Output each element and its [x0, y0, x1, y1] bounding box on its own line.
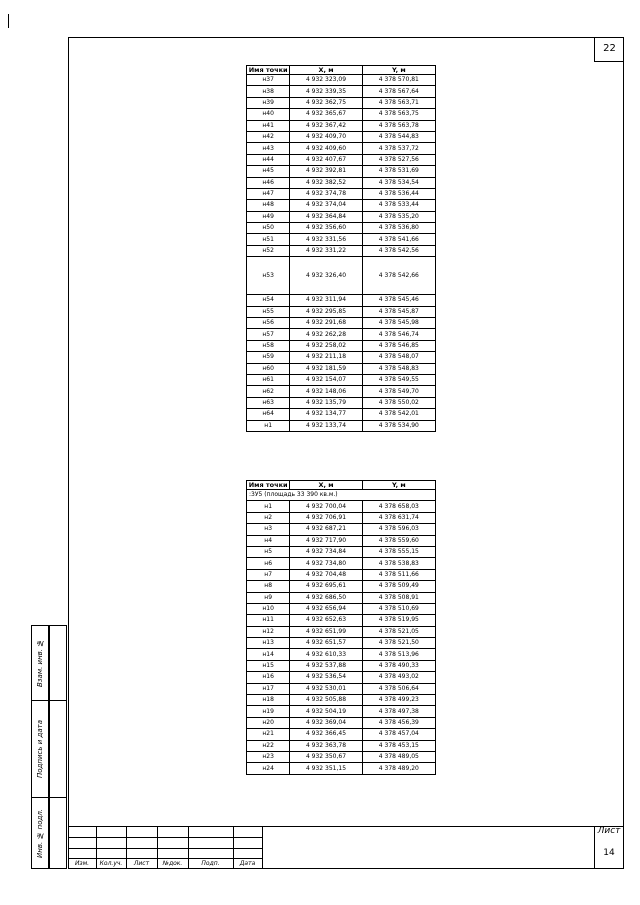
point-name-cell: н20 — [247, 717, 290, 728]
table-row — [247, 683, 436, 694]
table-row — [247, 166, 436, 177]
x-coordinate-cell: 4 932 364,84 — [290, 211, 362, 222]
table-row — [247, 306, 436, 317]
sheet-number: 14 — [603, 848, 615, 858]
point-name-cell: н57 — [247, 329, 290, 340]
table-row — [247, 234, 436, 245]
point-name-cell: н6 — [247, 558, 290, 569]
table-row — [247, 374, 436, 385]
x-coordinate-cell: 4 932 148,06 — [290, 386, 362, 397]
y-coordinate-cell: 4 378 563,71 — [362, 97, 435, 108]
title-col-count: Кол.уч. — [99, 860, 123, 867]
x-coordinate-cell: 4 932 706,91 — [290, 512, 362, 523]
table-row — [247, 143, 436, 154]
x-coordinate-cell: 4 932 311,94 — [290, 295, 362, 306]
x-coordinate-cell: 4 932 181,59 — [290, 363, 362, 374]
x-coordinate-cell: 4 932 610,33 — [290, 649, 362, 660]
table-row — [247, 558, 436, 569]
point-name-cell: н12 — [247, 626, 290, 637]
title-block — [68, 826, 624, 869]
table-body — [247, 75, 436, 432]
table-row — [247, 740, 436, 751]
point-name-cell: н2 — [247, 512, 290, 523]
y-coordinate-cell: 4 378 567,64 — [362, 86, 435, 97]
sheet-label: Лист — [597, 826, 621, 836]
table-row — [247, 615, 436, 626]
y-coordinate-cell: 4 378 508,91 — [362, 592, 435, 603]
table-row — [247, 409, 436, 420]
point-name-cell: н45 — [247, 166, 290, 177]
y-coordinate-cell: 4 378 559,60 — [362, 535, 435, 546]
point-name-cell: н17 — [247, 683, 290, 694]
x-coordinate-cell: 4 932 356,60 — [290, 223, 362, 234]
table-row — [247, 751, 436, 762]
table-row — [247, 592, 436, 603]
y-coordinate-cell: 4 378 538,83 — [362, 558, 435, 569]
x-coordinate-cell: 4 932 258,02 — [290, 340, 362, 351]
point-name-cell: н55 — [247, 306, 290, 317]
point-name-cell: н14 — [247, 649, 290, 660]
point-name-cell: н5 — [247, 546, 290, 557]
table-row — [247, 660, 436, 671]
table-row — [247, 672, 436, 683]
table-row — [247, 188, 436, 199]
x-coordinate-cell: 4 932 392,81 — [290, 166, 362, 177]
y-coordinate-cell: 4 378 658,03 — [362, 501, 435, 512]
x-coordinate-cell: 4 932 700,04 — [290, 501, 362, 512]
table-row — [247, 329, 436, 340]
x-coordinate-cell: 4 932 362,75 — [290, 97, 362, 108]
y-coordinate-cell: 4 378 489,05 — [362, 751, 435, 762]
x-coordinate-cell: 4 932 331,22 — [290, 245, 362, 256]
table-row — [247, 717, 436, 728]
x-coordinate-cell: 4 932 651,57 — [290, 638, 362, 649]
side-stamp-value-column — [49, 625, 67, 869]
point-name-cell: н16 — [247, 672, 290, 683]
side-label-replacement-inv: Взам. инв. № — [36, 638, 44, 688]
x-coordinate-cell: 4 932 133,74 — [290, 420, 362, 431]
divider — [68, 826, 624, 827]
point-name-cell: н40 — [247, 109, 290, 120]
point-name-cell: н43 — [247, 143, 290, 154]
point-name-cell: н1 — [247, 420, 290, 431]
table-row — [247, 245, 436, 256]
table-row — [247, 131, 436, 142]
point-name-cell: н52 — [247, 245, 290, 256]
table-row — [247, 626, 436, 637]
y-coordinate-cell: 4 378 535,20 — [362, 211, 435, 222]
point-name-cell: н54 — [247, 295, 290, 306]
header-x: X, м — [290, 66, 362, 75]
coordinates-table-1 — [246, 65, 436, 432]
x-coordinate-cell: 4 932 262,28 — [290, 329, 362, 340]
divider — [31, 700, 67, 701]
x-coordinate-cell: 4 932 366,45 — [290, 729, 362, 740]
point-name-cell: н23 — [247, 751, 290, 762]
x-coordinate-cell: 4 932 135,79 — [290, 397, 362, 408]
y-coordinate-cell: 4 378 490,33 — [362, 660, 435, 671]
header-point-name: Имя точки — [247, 66, 290, 75]
x-coordinate-cell: 4 932 291,68 — [290, 318, 362, 329]
point-name-cell: н64 — [247, 409, 290, 420]
table-row — [247, 501, 436, 512]
y-coordinate-cell: 4 378 521,05 — [362, 626, 435, 637]
point-name-cell: н50 — [247, 223, 290, 234]
table-row — [247, 581, 436, 592]
point-name-cell: н56 — [247, 318, 290, 329]
x-coordinate-cell: 4 932 365,67 — [290, 109, 362, 120]
page-number: 22 — [594, 37, 624, 62]
point-name-cell: н22 — [247, 740, 290, 751]
table-row — [247, 75, 436, 86]
x-coordinate-cell: 4 932 409,60 — [290, 143, 362, 154]
x-coordinate-cell: 4 932 409,70 — [290, 131, 362, 142]
x-coordinate-cell: 4 932 369,04 — [290, 717, 362, 728]
y-coordinate-cell: 4 378 537,72 — [362, 143, 435, 154]
point-name-cell: н44 — [247, 154, 290, 165]
divider — [31, 797, 67, 798]
point-name-cell: н59 — [247, 352, 290, 363]
point-name-cell: н8 — [247, 581, 290, 592]
point-name-cell: н46 — [247, 177, 290, 188]
point-name-cell: н39 — [247, 97, 290, 108]
x-coordinate-cell: 4 932 704,48 — [290, 569, 362, 580]
point-name-cell: н49 — [247, 211, 290, 222]
table-header-row — [247, 481, 436, 490]
table-row — [247, 603, 436, 614]
table-row — [247, 386, 436, 397]
y-coordinate-cell: 4 378 542,56 — [362, 245, 435, 256]
header-y: Y, м — [362, 66, 435, 75]
y-coordinate-cell: 4 378 544,83 — [362, 131, 435, 142]
y-coordinate-cell: 4 378 548,83 — [362, 363, 435, 374]
table-row — [247, 154, 436, 165]
point-name-cell: н41 — [247, 120, 290, 131]
x-coordinate-cell: 4 932 351,15 — [290, 763, 362, 774]
title-col-date: Дата — [239, 860, 256, 867]
table-row — [247, 512, 436, 523]
y-coordinate-cell: 4 378 545,98 — [362, 318, 435, 329]
y-coordinate-cell: 4 378 542,66 — [362, 257, 435, 295]
x-coordinate-cell: 4 932 350,67 — [290, 751, 362, 762]
point-name-cell: н9 — [247, 592, 290, 603]
table-row — [247, 97, 436, 108]
table-row — [247, 295, 436, 306]
point-name-cell: н10 — [247, 603, 290, 614]
y-coordinate-cell: 4 378 549,55 — [362, 374, 435, 385]
y-coordinate-cell: 4 378 519,95 — [362, 615, 435, 626]
table-row — [247, 695, 436, 706]
point-name-cell: н47 — [247, 188, 290, 199]
x-coordinate-cell: 4 932 687,21 — [290, 524, 362, 535]
y-coordinate-cell: 4 378 545,46 — [362, 295, 435, 306]
table-row — [247, 109, 436, 120]
y-coordinate-cell: 4 378 545,87 — [362, 306, 435, 317]
y-coordinate-cell: 4 378 456,39 — [362, 717, 435, 728]
point-name-cell: н60 — [247, 363, 290, 374]
y-coordinate-cell: 4 378 493,02 — [362, 672, 435, 683]
point-name-cell: н18 — [247, 695, 290, 706]
point-name-cell: н19 — [247, 706, 290, 717]
side-label-signature-date: Подпись и дата — [36, 720, 44, 778]
y-coordinate-cell: 4 378 506,64 — [362, 683, 435, 694]
x-coordinate-cell: 4 932 734,80 — [290, 558, 362, 569]
table-body — [247, 501, 436, 774]
table-row — [247, 340, 436, 351]
x-coordinate-cell: 4 932 530,01 — [290, 683, 362, 694]
point-name-cell: н63 — [247, 397, 290, 408]
table-row — [247, 763, 436, 774]
y-coordinate-cell: 4 378 521,50 — [362, 638, 435, 649]
table-row — [247, 546, 436, 557]
table-row — [247, 120, 436, 131]
y-coordinate-cell: 4 378 570,81 — [362, 75, 435, 86]
x-coordinate-cell: 4 932 537,88 — [290, 660, 362, 671]
y-coordinate-cell: 4 378 534,54 — [362, 177, 435, 188]
point-name-cell: н58 — [247, 340, 290, 351]
header-point-name: Имя точки — [247, 481, 290, 490]
table-row — [247, 352, 436, 363]
title-col-signature: Подп. — [201, 860, 220, 867]
y-coordinate-cell: 4 378 555,15 — [362, 546, 435, 557]
point-name-cell: н11 — [247, 615, 290, 626]
table-row — [247, 569, 436, 580]
title-col-sheet: Лист — [133, 860, 150, 867]
table-row — [247, 397, 436, 408]
point-name-cell: н51 — [247, 234, 290, 245]
y-coordinate-cell: 4 378 457,04 — [362, 729, 435, 740]
x-coordinate-cell: 4 932 211,18 — [290, 352, 362, 363]
x-coordinate-cell: 4 932 407,67 — [290, 154, 362, 165]
table-header-row — [247, 66, 436, 75]
x-coordinate-cell: 4 932 295,85 — [290, 306, 362, 317]
x-coordinate-cell: 4 932 326,40 — [290, 257, 362, 295]
y-coordinate-cell: 4 378 546,74 — [362, 329, 435, 340]
header-x: X, м — [290, 481, 362, 490]
y-coordinate-cell: 4 378 596,03 — [362, 524, 435, 535]
y-coordinate-cell: 4 378 536,44 — [362, 188, 435, 199]
table-row — [247, 729, 436, 740]
point-name-cell: н21 — [247, 729, 290, 740]
x-coordinate-cell: 4 932 367,42 — [290, 120, 362, 131]
y-coordinate-cell: 4 378 509,49 — [362, 581, 435, 592]
x-coordinate-cell: 4 932 374,04 — [290, 200, 362, 211]
table-row — [247, 257, 436, 295]
table-row — [247, 363, 436, 374]
table-row — [247, 223, 436, 234]
y-coordinate-cell: 4 378 534,90 — [362, 420, 435, 431]
table-row — [247, 638, 436, 649]
margin-mark — [8, 14, 9, 28]
x-coordinate-cell: 4 932 154,07 — [290, 374, 362, 385]
x-coordinate-cell: 4 932 734,84 — [290, 546, 362, 557]
parcel-subheader-row — [247, 490, 436, 501]
x-coordinate-cell: 4 932 505,88 — [290, 695, 362, 706]
side-label-original-inv: Инв. № подл. — [36, 808, 44, 858]
point-name-cell: н13 — [247, 638, 290, 649]
table-row — [247, 535, 436, 546]
point-name-cell: н7 — [247, 569, 290, 580]
title-col-doc: №док. — [162, 860, 183, 867]
point-name-cell: н37 — [247, 75, 290, 86]
y-coordinate-cell: 4 378 453,15 — [362, 740, 435, 751]
table-row — [247, 200, 436, 211]
y-coordinate-cell: 4 378 527,56 — [362, 154, 435, 165]
point-name-cell: н62 — [247, 386, 290, 397]
point-name-cell: н53 — [247, 257, 290, 295]
table-row — [247, 211, 436, 222]
y-coordinate-cell: 4 378 499,23 — [362, 695, 435, 706]
point-name-cell: н42 — [247, 131, 290, 142]
y-coordinate-cell: 4 378 533,44 — [362, 200, 435, 211]
y-coordinate-cell: 4 378 497,38 — [362, 706, 435, 717]
y-coordinate-cell: 4 378 550,02 — [362, 397, 435, 408]
table-row — [247, 649, 436, 660]
title-col-change: Изм. — [74, 860, 90, 867]
y-coordinate-cell: 4 378 511,66 — [362, 569, 435, 580]
point-name-cell: н38 — [247, 86, 290, 97]
table-row — [247, 420, 436, 431]
x-coordinate-cell: 4 932 363,78 — [290, 740, 362, 751]
point-name-cell: н61 — [247, 374, 290, 385]
y-coordinate-cell: 4 378 542,01 — [362, 409, 435, 420]
x-coordinate-cell: 4 932 652,63 — [290, 615, 362, 626]
x-coordinate-cell: 4 932 331,56 — [290, 234, 362, 245]
table-row — [247, 318, 436, 329]
y-coordinate-cell: 4 378 513,96 — [362, 649, 435, 660]
side-stamp — [31, 625, 67, 869]
y-coordinate-cell: 4 378 541,66 — [362, 234, 435, 245]
y-coordinate-cell: 4 378 563,78 — [362, 120, 435, 131]
y-coordinate-cell: 4 378 549,70 — [362, 386, 435, 397]
x-coordinate-cell: 4 932 695,61 — [290, 581, 362, 592]
point-name-cell: н1 — [247, 501, 290, 512]
header-y: Y, м — [362, 481, 435, 490]
x-coordinate-cell: 4 932 717,90 — [290, 535, 362, 546]
table-row — [247, 706, 436, 717]
x-coordinate-cell: 4 932 686,50 — [290, 592, 362, 603]
table-row — [247, 524, 436, 535]
x-coordinate-cell: 4 932 382,52 — [290, 177, 362, 188]
x-coordinate-cell: 4 932 504,19 — [290, 706, 362, 717]
point-name-cell: н3 — [247, 524, 290, 535]
x-coordinate-cell: 4 932 651,99 — [290, 626, 362, 637]
y-coordinate-cell: 4 378 546,85 — [362, 340, 435, 351]
table-row — [247, 177, 436, 188]
point-name-cell: н4 — [247, 535, 290, 546]
coordinates-table-2 — [246, 480, 436, 775]
table-row — [247, 86, 436, 97]
y-coordinate-cell: 4 378 510,69 — [362, 603, 435, 614]
divider — [262, 826, 263, 869]
x-coordinate-cell: 4 932 374,78 — [290, 188, 362, 199]
y-coordinate-cell: 4 378 536,80 — [362, 223, 435, 234]
y-coordinate-cell: 4 378 531,69 — [362, 166, 435, 177]
x-coordinate-cell: 4 932 656,94 — [290, 603, 362, 614]
x-coordinate-cell: 4 932 134,77 — [290, 409, 362, 420]
parcel-subheader: :3У5 (площадь 33 390 кв.м.) — [247, 490, 436, 501]
x-coordinate-cell: 4 932 339,35 — [290, 86, 362, 97]
point-name-cell: н15 — [247, 660, 290, 671]
y-coordinate-cell: 4 378 489,20 — [362, 763, 435, 774]
x-coordinate-cell: 4 932 536,54 — [290, 672, 362, 683]
y-coordinate-cell: 4 378 631,74 — [362, 512, 435, 523]
point-name-cell: н24 — [247, 763, 290, 774]
x-coordinate-cell: 4 932 323,09 — [290, 75, 362, 86]
point-name-cell: н48 — [247, 200, 290, 211]
y-coordinate-cell: 4 378 548,07 — [362, 352, 435, 363]
y-coordinate-cell: 4 378 563,75 — [362, 109, 435, 120]
